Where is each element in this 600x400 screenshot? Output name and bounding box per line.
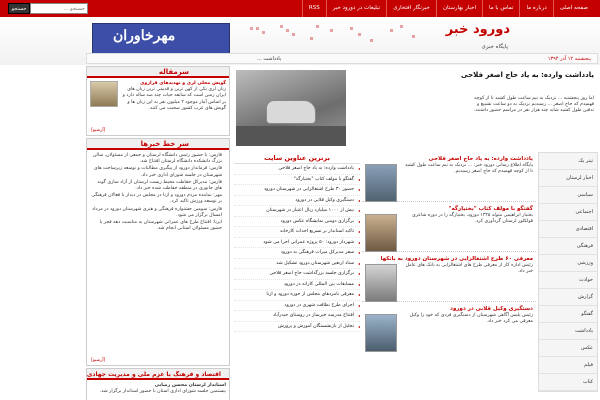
sidebar-item[interactable]: اخبار لرستان — [539, 170, 597, 187]
top-story-link[interactable]: ◂ ستاد اربعین شهرستان دورود تشکیل شد — [234, 259, 360, 270]
headline-item[interactable]: فارس: با حضور رئیس دانشگاه لرستان و جمعی از مسئولان، سالن بزرگ دانشکده دانشگاه لرستان افتتاح شد. — [92, 153, 222, 165]
lead-title[interactable]: یادداشت وارده: به یاد حاج اصغر فلاحی — [461, 71, 594, 79]
news-story-thumbnail[interactable] — [365, 314, 397, 352]
sidebar-item[interactable]: فیلم — [539, 357, 597, 374]
site-subtitle: پایگاه خبری — [481, 44, 508, 50]
site-title: دورود خبر — [445, 22, 510, 37]
top-story-link[interactable]: ◂ اجرای طرح نظافت شهری در دورود — [234, 301, 360, 312]
news-story-text: رئیس اداره کار از معرفی طرح های اشتغالزایی به بانک های عامل خبر داد. — [405, 263, 533, 275]
economy-subtitle[interactable]: استاندار لرستان محسن رضایی — [154, 383, 226, 388]
sidebar-item[interactable]: کتاب — [539, 374, 597, 391]
main-nav — [302, 0, 600, 17]
top-story-link[interactable]: ◂ گفتگو با مولف کتاب "بختیارگه" — [234, 175, 360, 186]
news-story — [362, 252, 536, 302]
editorial-body — [87, 78, 229, 115]
sidebar-item[interactable]: حوادث — [539, 272, 597, 289]
news-story — [362, 202, 536, 252]
category-sidebar — [538, 152, 598, 392]
headline-item[interactable]: فارس: فرماندار دورود از پیگیری مطالبات و توسعه زیرساخت های شهرستان در جلسه شورای اداری خبر داد. — [94, 166, 222, 178]
sidebar-item[interactable]: گفتگو — [539, 306, 597, 323]
lead-photo[interactable] — [236, 70, 346, 146]
top-story-link[interactable]: ◂ افتتاح مدرسه خیرساز در روستای حیدرآباد — [234, 311, 360, 322]
sidebar-item[interactable]: عکس — [539, 340, 597, 357]
partner-logo-text: مهرخاوران — [113, 28, 176, 44]
news-story-title[interactable]: دستگیری وکیل قلابی در دورود — [450, 306, 533, 312]
news-story-text: پایگاه اطلاع رسانی دورود خبر: ... نزدیک به نیم ساعت طول کشید تا از کوچه فهمیدم که حاج اصغر رسیدیم. — [404, 163, 533, 175]
top-navbar — [0, 0, 600, 17]
search-button[interactable]: جستجو — [8, 3, 30, 14]
news-story-title[interactable]: معرفی ۶۰ طرح اشتغالزایی در شهرستان دورود به بانکها — [380, 256, 533, 262]
news-story-thumbnail[interactable] — [365, 164, 397, 202]
sidebar-item[interactable]: یادداشت — [539, 323, 597, 340]
current-date: پنجشنبه ۱۲ آذر ۱۳۹۴ — [547, 56, 591, 62]
news-column — [362, 152, 536, 352]
headline-item[interactable]: فارس: سومین جشنواره فرهنگی و هنری شهرستان دورود در مرداد امسال برگزار می شود. — [92, 206, 222, 218]
headline-item[interactable]: فارس: مدیرکل حفاظت محیط زیست لرستان از آزاد سازی گونه های جانوری در منطقه حفاظت شده خبر داد. — [97, 179, 222, 192]
top-story-link[interactable]: ◂ برگزاری دومین نمایشگاه عکس دورود — [234, 217, 360, 228]
top-story-link[interactable]: ◂ برگزاری جلسه بزرگداشت حاج اصغر فلاحی — [234, 269, 360, 280]
search-box — [8, 3, 88, 14]
top-story-link[interactable]: ◂ بیش از ۱۰۰۰ میلیارد ریال اعتبار در شهرستان — [234, 206, 360, 217]
editorial-thumbnail[interactable] — [90, 81, 118, 107]
top-story-link[interactable]: ◂ شهردار دورود: ۵۰ پروژه عمرانی اجرا می شود — [234, 238, 360, 249]
economy-text: بیستمین جلسه شورای اداری استان با حضور استاندار برگزار شد. — [99, 389, 226, 395]
top-stories-column — [234, 152, 360, 332]
headline-item[interactable]: مهر: نماینده مردم دورود و ازنا در مجلس در دیدار با فعالان فرهنگی بر توسعه ورزش تاکید کرد. — [91, 193, 222, 205]
nav-advertising[interactable]: تبلیغات در دورود خبر — [326, 0, 387, 17]
top-story-link[interactable]: ◂ تاکید استاندار بر تسریع احداث کارخانه — [234, 227, 360, 238]
editorial-text: زبان لری یکی از کهن ترین و قدیمی ترین زبان های ایران زمین است که سابقه حیات چند صد ساله دارد و بر اساس آمار موجود ۴ میلیون نفر به این زبان ها و گویش های غرب کشور صحبت می کنند. — [122, 87, 226, 111]
sidebar-item[interactable]: اقتصادی — [539, 221, 597, 238]
sidebar-item[interactable]: تیتر یک — [539, 153, 597, 170]
top-story-link[interactable]: ◂ مسابقات بین المللی کاراته در دورود — [234, 280, 360, 291]
editorial-archive-link[interactable]: [آرشیو] — [91, 128, 106, 133]
news-story — [362, 302, 536, 352]
headlines-box — [86, 138, 230, 366]
news-story-thumbnail[interactable] — [365, 214, 397, 252]
nav-rss[interactable]: RSS — [302, 0, 326, 17]
sidebar-item[interactable]: سیاسی — [539, 187, 597, 204]
news-story-text: رئیس پلیس آگاهی شهرستان از دستگیری فردی که خود را وکیل معرفی می کرد خبر داد. — [409, 313, 533, 325]
nav-honorary-reporter[interactable]: خبرنگار افتخاری — [386, 0, 436, 17]
news-story-thumbnail[interactable] — [365, 264, 397, 302]
car-shape — [266, 100, 316, 124]
top-story-link[interactable]: ◂ یادداشت وارده: به یاد حاج اصغر فلاحی — [234, 164, 360, 175]
news-story — [362, 152, 536, 202]
economy-box — [86, 368, 230, 400]
nav-home[interactable]: صفحه اصلی — [553, 0, 594, 17]
news-ticker[interactable]: یادداشت ... — [257, 56, 282, 62]
sidebar-item[interactable]: گزارش — [539, 289, 597, 306]
top-story-link[interactable]: ◂ سفر مدیرکل میراث فرهنگی به دورود — [234, 248, 360, 259]
partner-banner[interactable] — [92, 23, 230, 57]
headlines-list — [87, 150, 229, 236]
editorial-lead[interactable]: گویش محلی لری و تهدیدهای فراروی — [140, 81, 226, 86]
news-story-text: بختیار ابراهیمی متولد ۱۳۲۵ دورود، بختیارگه را در دوره شاعری فولکلور لرستان گردآوری کرد. — [411, 213, 533, 225]
headlines-heading: سر خط خبرها — [87, 139, 229, 150]
date-bar — [86, 53, 598, 64]
top-story-link[interactable]: ◂ حضور ۳۰ طرح اشتغالزایی در شهرستان دورود — [234, 185, 360, 196]
headline-item[interactable]: ایرنا: افتتاح طرح های عمرانی شهرستان به مناسبت دهه فجر با حضور مسئولان استانی انجام شد. — [99, 220, 222, 232]
sidebar-item[interactable]: فرهنگی — [539, 238, 597, 255]
top-story-link[interactable]: ◂ تجلیل از بازنشستگان آموزش و پرورش — [234, 322, 360, 333]
nav-about[interactable]: درباره ما — [519, 0, 552, 17]
lead-story — [234, 66, 598, 150]
headlines-archive-link[interactable]: [آرشیو] — [91, 358, 106, 363]
nav-baharestan[interactable]: اخبار بهارستان — [436, 0, 482, 17]
road-shape — [236, 126, 346, 146]
sidebar-item[interactable]: اجتماعی — [539, 204, 597, 221]
top-stories-heading: برترین عناوین سایت — [234, 152, 360, 164]
editorial-heading: سرمقاله — [87, 67, 229, 78]
news-story-title[interactable]: یادداشت وارده: به یاد حاج اصغر فلاحی — [428, 156, 533, 162]
editorial-box — [86, 66, 230, 136]
lead-text: اما روز پنجشنبه ... نزدیک به نیم ساعت طول کشید تا از کوچه فهمیدم که حاج اصغر ... رسیدیم نزدیک به دو ساعت تشییع و تدفین طول کشید شاید چند هزار نفر در مراسم حضور داشتند. — [473, 96, 594, 114]
top-story-link[interactable]: ◂ معرفی نامزدهای مجلس از حوزه دورود و ازنا — [234, 290, 360, 301]
economy-body — [87, 380, 229, 398]
economy-heading[interactable]: اقتصاد و فرهنگ با عزم ملی و مدیریت جهادی — [87, 369, 229, 380]
sidebar-item[interactable]: ورزشی — [539, 255, 597, 272]
nav-contact[interactable]: تماس با ما — [482, 0, 519, 17]
search-input[interactable] — [30, 3, 88, 14]
news-story-title[interactable]: گفتگو با مولف کتاب "بختیارگه" — [448, 206, 533, 212]
top-story-link[interactable]: ◂ دستگیری وکیل قلابی در دورود — [234, 196, 360, 207]
